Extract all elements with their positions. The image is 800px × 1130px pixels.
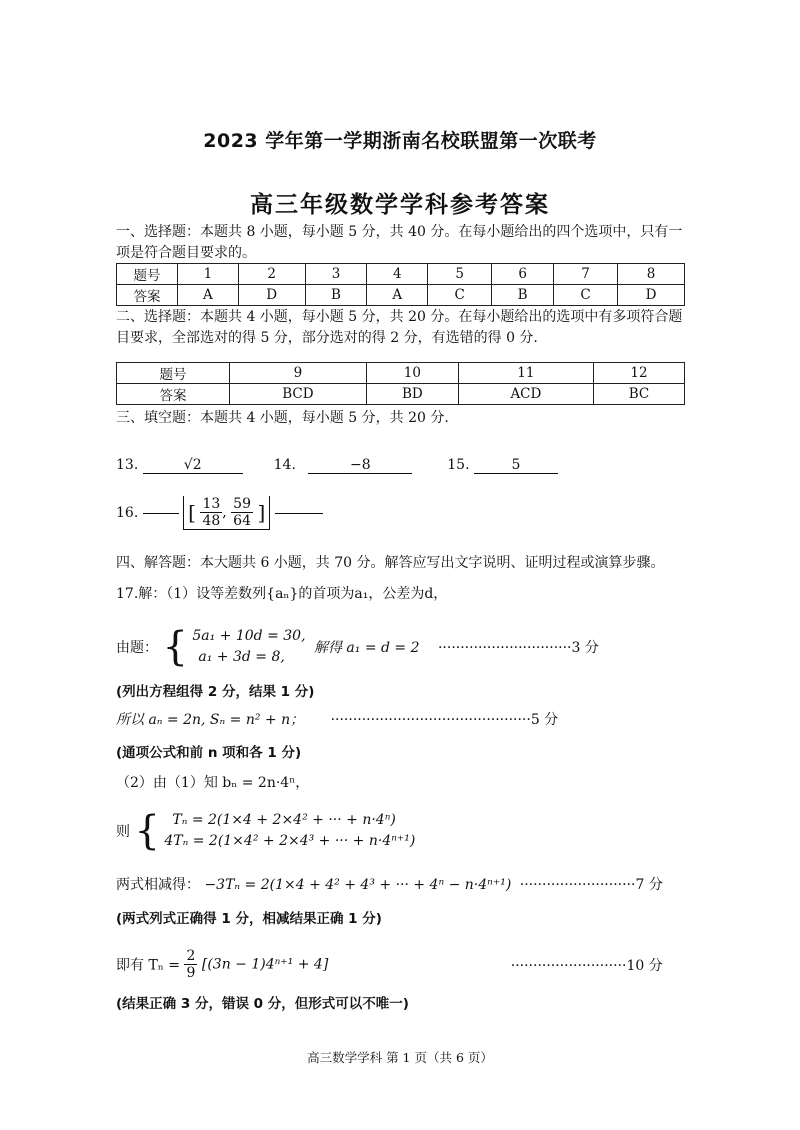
exam-title: 2023 学年第一学期浙南名校联盟第一次联考 <box>203 130 597 152</box>
score-dots: ·············································5 分 <box>330 712 559 728</box>
answer-key-subtitle: 高三年级数学学科参考答案 <box>250 191 550 218</box>
answer-cell: C <box>553 285 617 306</box>
q14-label: 14. <box>273 457 296 473</box>
question-number: 10 <box>366 363 458 384</box>
q17-subtraction-prefix: 两式相减得： <box>116 877 200 893</box>
q17-result-expression: [(3n − 1)4ⁿ⁺¹ + 4] <box>201 956 329 973</box>
score-dots: ··························7 分 <box>519 877 663 893</box>
question-number: 3 <box>305 264 367 285</box>
q16-answer-interval: [ $\frac{13}{48}$ , $\frac{59}{64}$ ] <box>183 496 270 530</box>
table-row <box>117 285 685 306</box>
answer-cell: D <box>238 285 305 306</box>
table-header-cell: 题号 <box>117 264 178 285</box>
q13-label: 13. <box>116 457 139 473</box>
table-row <box>117 264 685 285</box>
question-number: 7 <box>553 264 617 285</box>
q17-general-term-text: 所以 aₙ = 2n, Sₙ = n² + n； <box>116 712 305 728</box>
q17-equation-3: Tₙ = 2(1×4 + 2×4² + ··· + n·4ⁿ) <box>172 812 396 828</box>
q17-result-fraction: $\frac{2}{9}$ <box>186 948 196 981</box>
q17-result-prefix: 即有 Tₙ = <box>116 957 181 974</box>
q13-answer: √2 <box>143 457 243 474</box>
scoring-note-2: (通项公式和前 n 项和各 1 分) <box>116 745 302 761</box>
scoring-note-4: (结果正确 3 分，错误 0 分，但形式可以不唯一) <box>116 996 409 1012</box>
answer-cell: BD <box>366 384 458 405</box>
q17-general-term <box>116 709 558 729</box>
question-number: 6 <box>492 264 554 285</box>
table-row <box>117 363 685 384</box>
q16-label: 16. <box>116 505 139 521</box>
fill-blank-row-16 <box>116 496 323 542</box>
q16-fraction-2: $\frac{59}{64}$ <box>233 496 251 529</box>
table-header-cell: 题号 <box>117 363 230 384</box>
q17-result <box>116 948 663 988</box>
score-dots: ··························10 分 <box>510 957 663 974</box>
section4-intro: 四、解答题：本大题共 6 小题，共 70 分。解答应写出文字说明、证明过程或演算步骤。 <box>116 555 665 571</box>
section3-intro: 三、填空题：本题共 4 小题，每小题 5 分，共 20 分. <box>116 410 449 426</box>
answer-cell: C <box>428 285 492 306</box>
question-number: 8 <box>618 264 685 285</box>
question-number: 12 <box>593 363 684 384</box>
q17-sum-system <box>116 810 415 856</box>
question-number: 4 <box>367 264 428 285</box>
question-number: 1 <box>178 264 239 285</box>
q17-then: 则 <box>116 824 130 840</box>
q17-subtraction-equation: −3Tₙ = 2(1×4 + 4² + 4³ + ··· + 4ⁿ − n·4ⁿ⁺¹) <box>204 877 512 893</box>
table-header-cell: 答案 <box>117 384 230 405</box>
q14-answer: −8 <box>308 457 412 474</box>
left-brace-icon: { <box>162 624 188 670</box>
page-footer: 高三数学学科 第 1 页（共 6 页） <box>307 1050 493 1065</box>
answer-cell: BC <box>593 384 684 405</box>
q17-equation-2: a₁ + 3d = 8, <box>198 649 285 665</box>
score-dots: ······························3 分 <box>437 640 599 656</box>
answer-cell: A <box>367 285 428 306</box>
scoring-note-3: (两式列式正确得 1 分，相减结果正确 1 分) <box>116 911 382 927</box>
q15-answer: 5 <box>474 457 558 474</box>
answer-cell: A <box>178 285 239 306</box>
table-header-cell: 答案 <box>117 285 178 306</box>
answer-cell: BCD <box>230 384 367 405</box>
left-brace-icon: { <box>134 808 160 854</box>
section1-intro: 一、选择题：本题共 8 小题，每小题 5 分，共 40 分。在每小题给出的四个选项中，只有一项是符合题目要求的。 <box>116 224 683 261</box>
q17-equation-1: 5a₁ + 10d = 30, <box>192 628 306 644</box>
q16-fraction-1: $\frac{13}{48}$ <box>202 496 221 529</box>
section2-intro: 二、选择题：本题共 4 小题，每小题 5 分，共 20 分。在每小题给出的选项中有多项符合题目要求，全部选对的得 5 分，部分选对的得 2 分，有选错的得 0 分. <box>116 309 683 346</box>
scoring-note-1: (列出方程组得 2 分，结果 1 分) <box>116 684 315 700</box>
q17-subtraction <box>116 874 663 894</box>
q17-solution: 解得 a₁ = d = 2 <box>313 640 420 656</box>
q17-part2: （2）由（1）知 bₙ = 2n·4ⁿ， <box>116 775 310 791</box>
answer-cell: B <box>305 285 367 306</box>
answer-cell: D <box>618 285 685 306</box>
question-number: 11 <box>458 363 593 384</box>
question-number: 2 <box>238 264 305 285</box>
table-row <box>117 384 685 405</box>
answer-cell: B <box>492 285 554 306</box>
answer-cell: ACD <box>458 384 593 405</box>
q17-system <box>116 626 599 670</box>
q17-equation-4: 4Tₙ = 2(1×4² + 2×4³ + ··· + n·4ⁿ⁺¹) <box>164 833 416 849</box>
question-number: 5 <box>428 264 492 285</box>
q15-label: 15. <box>447 457 470 473</box>
section1-answer-table <box>116 263 685 306</box>
q17-system-prefix: 由题： <box>116 640 158 656</box>
section2-answer-table <box>116 362 685 405</box>
question-number: 9 <box>230 363 367 384</box>
q17-intro: 17.解：（1）设等差数列{aₙ}的首项为a₁，公差为d， <box>116 586 448 602</box>
fill-blank-row-13-15 <box>116 457 558 474</box>
